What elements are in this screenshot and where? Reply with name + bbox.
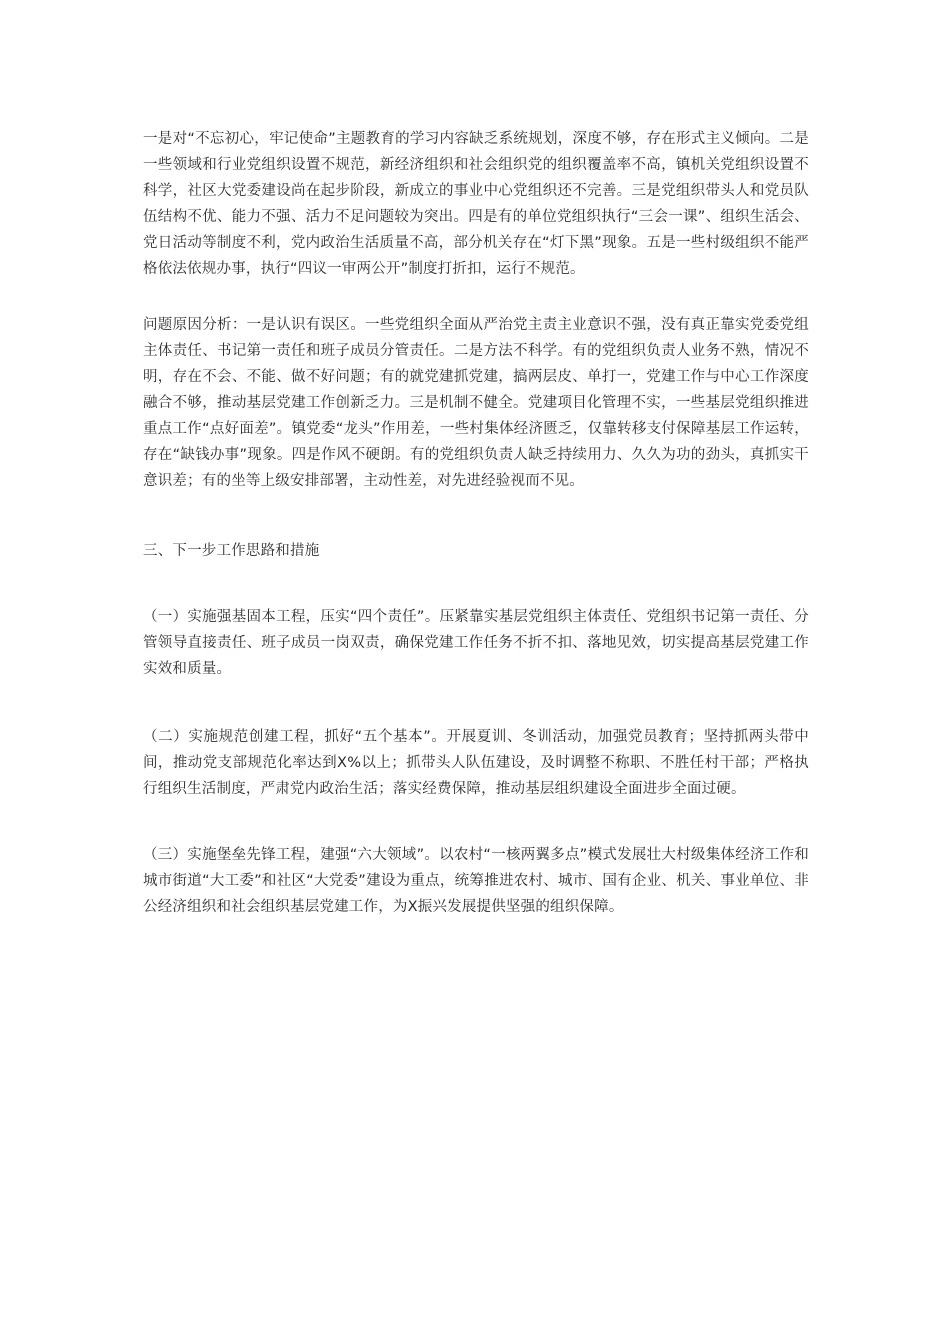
- paragraph-measure-1: （一）实施强基固本工程，压实“四个责任”。压紧靠实基层党组织主体责任、党组织书记第一责任、分管领导直接责任、班子成员一岗双责，确保党建工作任务不折不扣、落地见效，切实提高基层党建工作实效和质量。: [143, 609, 809, 677]
- section-heading: 三、下一步工作思路和措施: [143, 543, 320, 559]
- paragraph-cause-analysis: 问题原因分析：一是认识有误区。一些党组织全面从严治党主责主业意识不强，没有真正靠实党委党组主体责任、书记第一责任和班子成员分管责任。二是方法不科学。有的党组织负责人业务不熟，情况不明，存在不会、不能、做不好问题；有的就党建抓党建，搞两层皮、单打一，党建工作与中心工作深度融合不够，推动基层党建工作创新乏力。三是机制不健全。党建项目化管理不实，一些基层党组织推进重点工作“点好面差”。镇党委“龙头”作用差，一些村集体经济匮乏，仅靠转移支付保障基层工作运转，存在“缺钱办事”现象。四是作风不硬朗。有的党组织负责人缺乏持续用力、久久为功的劲头，真抓实干意识差；有的坐等上级安排部署，主动性差，对先进经验视而不见。: [143, 317, 809, 489]
- paragraph-measure-3: （三）实施堡垒先锋工程，建强“六大领域”。以农村“一核两翼多点”模式发展壮大村级集体经济工作和城市街道“大工委”和社区“大党委”建设为重点，统筹推进农村、城市、国有企业、机关、事业单位、非公经济组织和社会组织基层党建工作，为X振兴发展提供坚强的组织保障。: [143, 847, 809, 915]
- paragraph-measure-2: （二）实施规范创建工程，抓好“五个基本”。开展夏训、冬训活动，加强党员教育；坚持抓两头带中间，推动党支部规范化率达到X%以上；抓带头人队伍建设，及时调整不称职、不胜任村干部；严格执行组织生活制度，严肃党内政治生活；落实经费保障，推动基层组织建设全面进步全面过硬。: [143, 729, 809, 797]
- paragraph-problems: 一是对“不忘初心，牢记使命”主题教育的学习内容缺乏系统规划，深度不够，存在形式主义倾向。二是一些领域和行业党组织设置不规范，新经济组织和社会组织党的组织覆盖率不高，镇机关党组织设置不科学，社区大党委建设尚在起步阶段，新成立的事业中心党组织还不完善。三是党组织带头人和党员队伍结构不优、能力不强、活力不足问题较为突出。四是有的单位党组织执行“三会一课”、组织生活会、党日活动等制度不利，党内政治生活质量不高，部分机关存在“灯下黑”现象。五是一些村级组织不能严格依法依规办事，执行“四议一审两公开”制度打折扣，运行不规范。: [143, 131, 809, 277]
